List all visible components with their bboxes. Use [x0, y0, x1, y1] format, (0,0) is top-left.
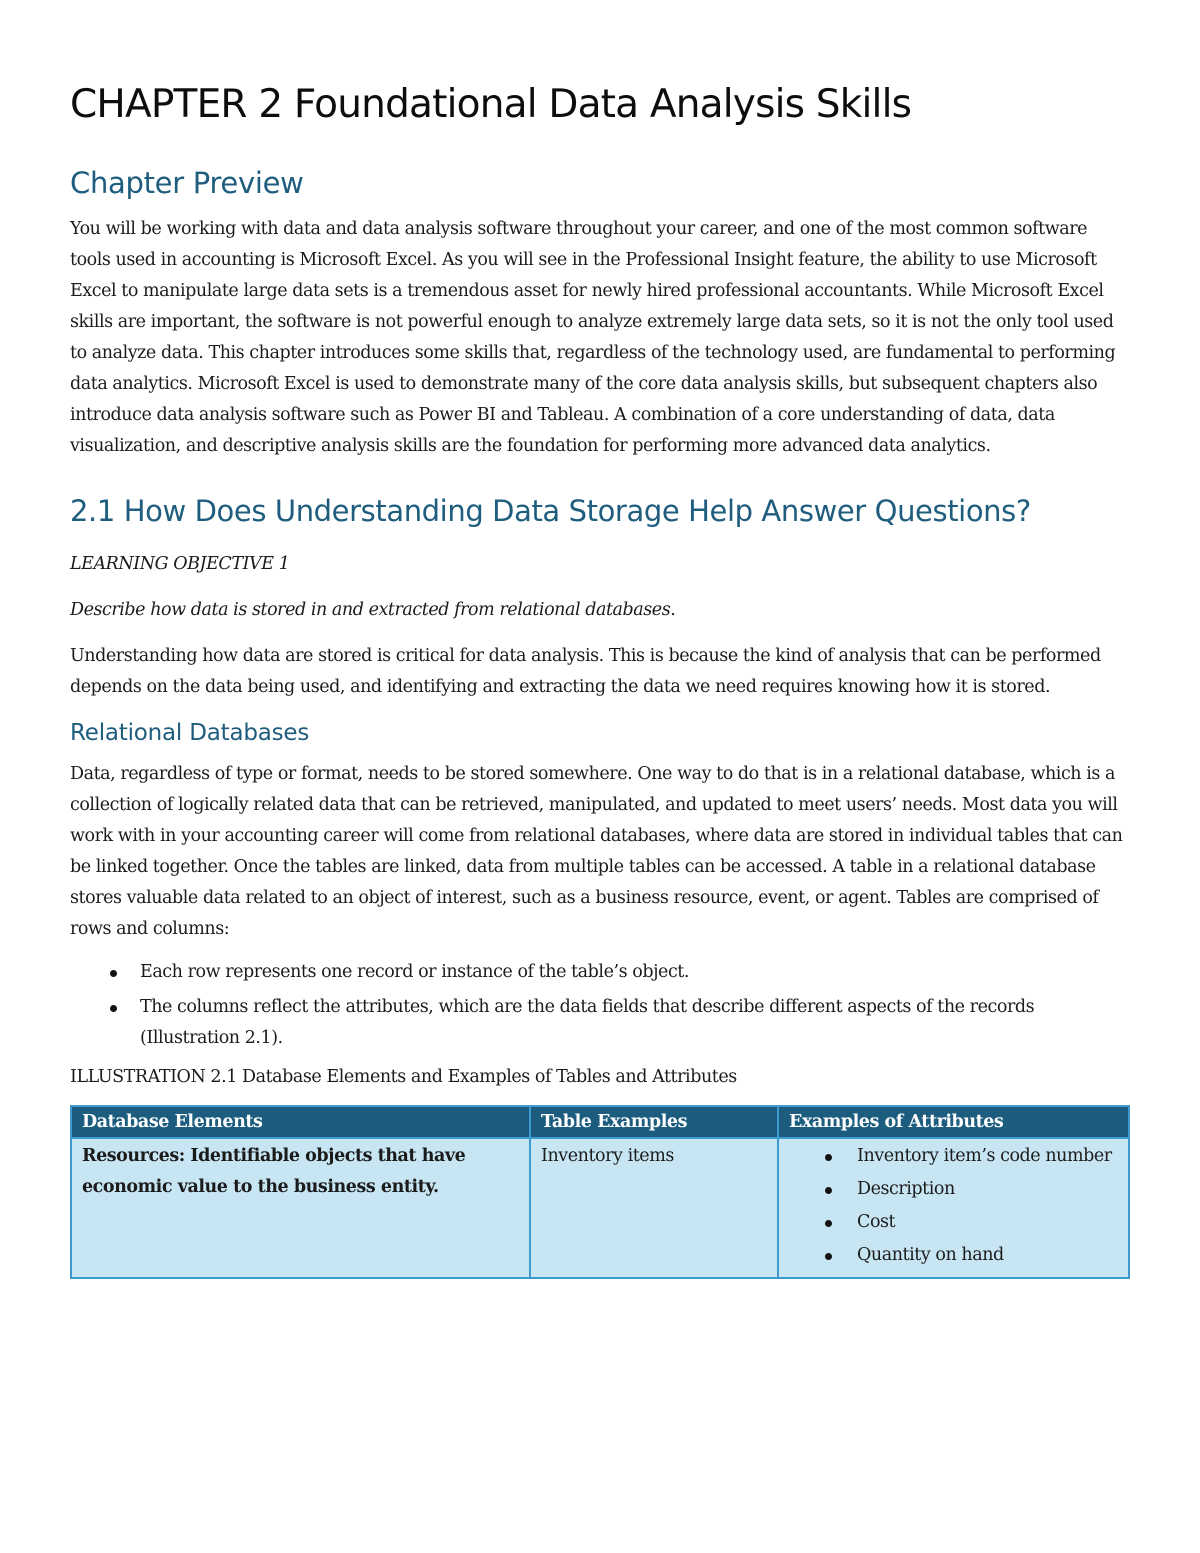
- list-item: Cost: [789, 1207, 1118, 1238]
- cell-attributes: [778, 1138, 1129, 1278]
- list-item: The columns reflect the attributes, which are the data fields that describe different aspects of the records (Illustration 2.1).: [70, 992, 1132, 1054]
- database-elements-table: [70, 1105, 1130, 1279]
- document-page: [70, 72, 1132, 1279]
- learning-objective-text: Describe how data is stored in and extracted from relational databases.: [70, 600, 676, 620]
- list-item: Quantity on hand: [789, 1240, 1118, 1271]
- section-intro-paragraph: Understanding how data are stored is critical for data analysis. This is because the kind of analysis that can be performed depends on the data being used, and identifying and extracting the data we need requires knowing how it is stored.: [70, 646, 1101, 697]
- chapter-preview-heading: Chapter Preview: [70, 166, 304, 200]
- list-item: Each row represents one record or instance of the table’s object.: [70, 957, 1132, 988]
- cell-resources-element: Resources: Identifiable objects that have economic value to the business entity.: [71, 1138, 530, 1278]
- table-row: [71, 1138, 1129, 1278]
- attributes-list: [789, 1141, 1118, 1271]
- relational-databases-heading: Relational Databases: [70, 720, 310, 746]
- chapter-title: CHAPTER 2 Foundational Data Analysis Skills: [70, 82, 912, 127]
- relational-databases-paragraph: Data, regardless of type or format, needs to be stored somewhere. One way to do that is in a relational database, which is a collection of logically related data that can be retrieved, manipulated, and updated to meet users’ needs. Most data you will work with in your accounting career will come from relational databases, where data are stored in individual tables that can be linked together. Once the tables are linked, data from multiple tables can be accessed. A table in a relational database stores valuable data related to an object of interest, such as a business resource, event, or agent. Tables are comprised of rows and columns:: [70, 764, 1123, 939]
- list-item: Inventory item’s code number: [789, 1141, 1118, 1172]
- learning-objective-label: LEARNING OBJECTIVE 1: [70, 554, 290, 574]
- chapter-preview-paragraph: You will be working with data and data analysis software throughout your career, and one of the most common software tools used in accounting is Microsoft Excel. As you will see in the Professional Insight feature, the ability to use Microsoft Excel to manipulate large data sets is a tremendous asset for newly hired professional accountants. While Microsoft Excel skills are important, the software is not powerful enough to analyze extremely large data sets, so it is not the only tool used to analyze data. This chapter introduces some skills that, regardless of the technology used, are fundamental to performing data analytics. Microsoft Excel is used to demonstrate many of the core data analysis skills, but subsequent chapters also introduce data analysis software such as Power BI and Tableau. A combination of a core understanding of data, data visualization, and descriptive analysis skills are the foundation for performing more advanced data analytics.: [70, 219, 1116, 456]
- header-table-examples: Table Examples: [530, 1106, 778, 1138]
- header-database-elements: Database Elements: [71, 1106, 530, 1138]
- rows-columns-list: [70, 957, 1132, 1054]
- header-examples-of-attributes: Examples of Attributes: [778, 1106, 1129, 1138]
- illustration-caption: ILLUSTRATION 2.1 Database Elements and Examples of Tables and Attributes: [70, 1067, 737, 1087]
- cell-table-example: Inventory items: [530, 1138, 778, 1278]
- list-item: Description: [789, 1174, 1118, 1205]
- section-2-1-heading: 2.1 How Does Understanding Data Storage Help Answer Questions?: [70, 494, 1031, 528]
- table-header-row: [71, 1106, 1129, 1138]
